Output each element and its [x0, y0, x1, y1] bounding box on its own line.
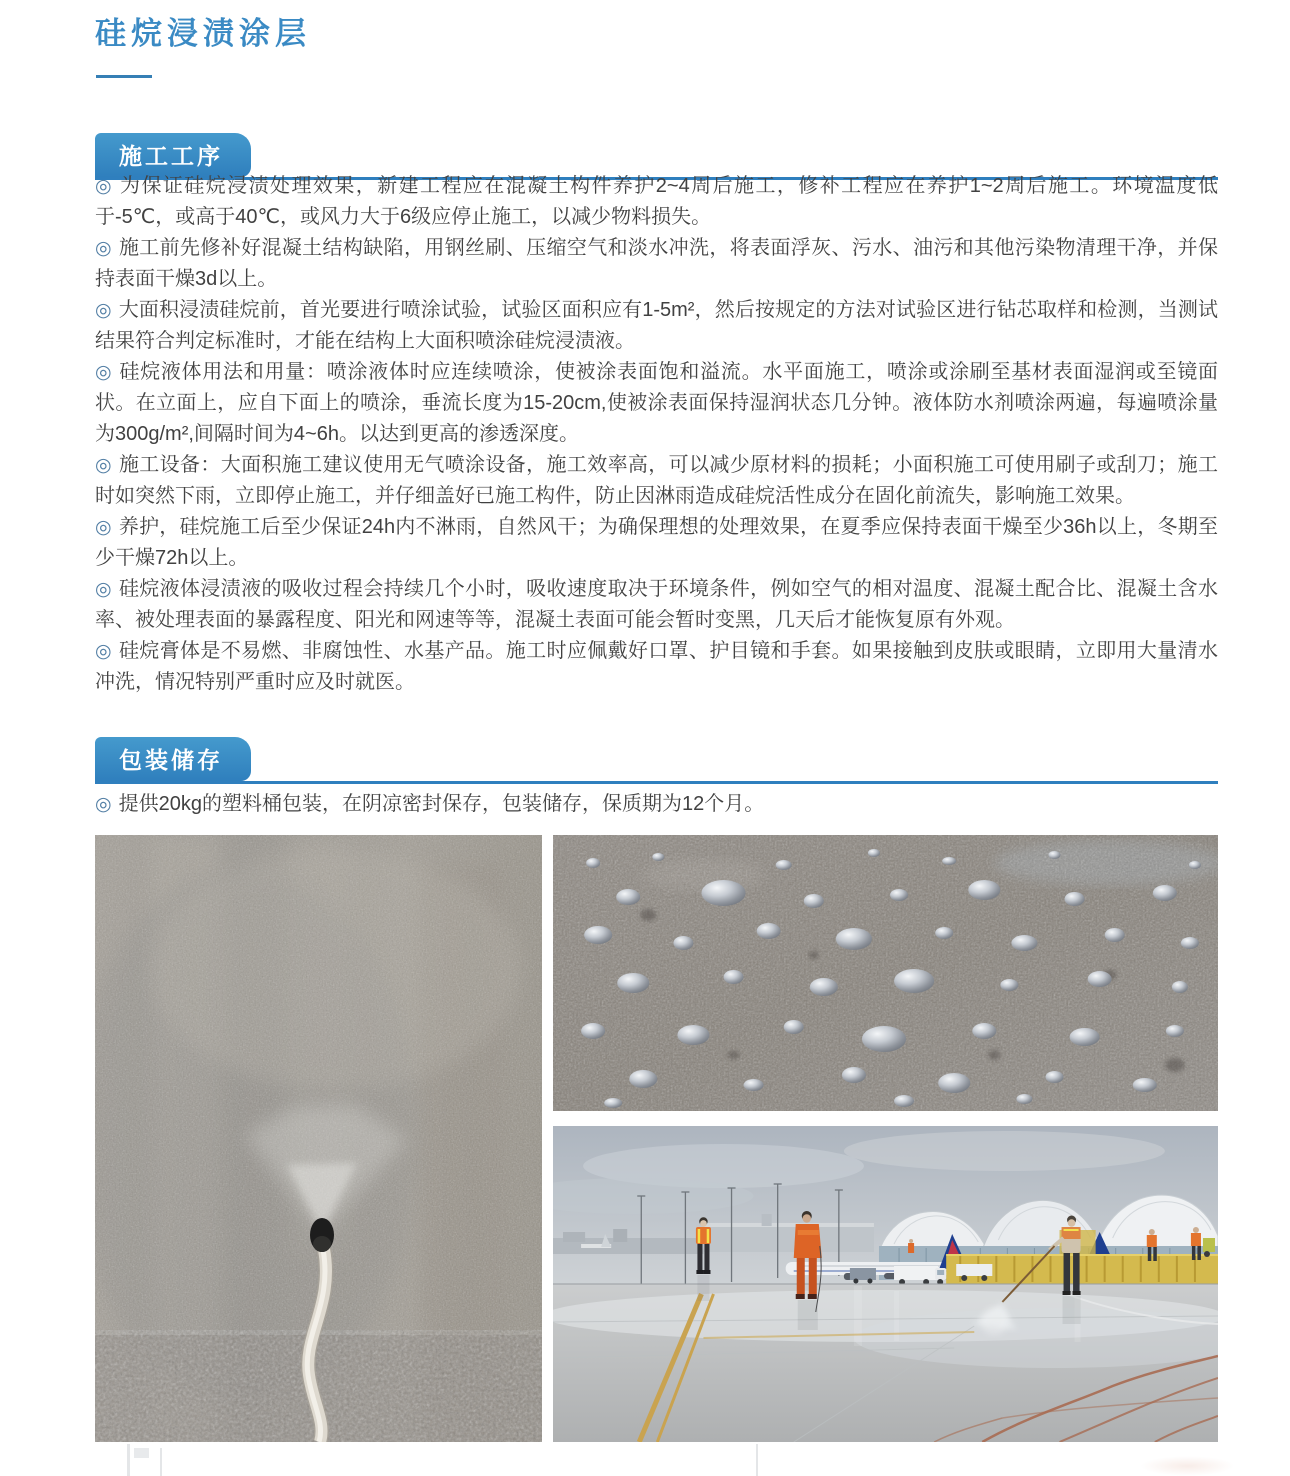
bullet-item	[95, 295, 1218, 357]
section-header-packaging	[95, 737, 1218, 784]
bullet-text: 施工前先修补好混凝土结构缺陷，用钢丝刷、压缩空气和淡水冲洗，将表面浮灰、污水、油污和其他污染物清理干净，并保持表面干燥3d以上。	[95, 237, 1218, 290]
bullet-text: 硅烷液体用法和用量：喷涂液体时应连续喷涂，使被涂表面饱和溢流。水平面施工，喷涂或涂刷至基材表面湿润或至镜面状。在立面上，应自下面上的喷涂，垂流长度为15-20cm,使被涂表面保持湿润状态几分钟。液体防水剂喷涂两遍，每遍喷涂量为300g/m²,间隔时间为4~6h。以达到更高的渗透深度。	[95, 361, 1218, 445]
bullet-item	[95, 512, 1218, 574]
bullet-marker-icon: ◎	[95, 300, 112, 321]
section-body-construction	[95, 171, 1218, 698]
bullet-marker-icon: ◎	[95, 794, 112, 815]
bullet-marker-icon: ◎	[95, 455, 112, 476]
bullet-marker-icon: ◎	[95, 362, 113, 383]
bullet-text: 大面积浸渍硅烷前，首光要进行喷涂试验，试验区面积应有1-5m²，然后按规定的方法对试验区进行钻芯取样和检测，当测试结果符合判定标准时，才能在结构上大面积喷涂硅烷浸渍液。	[95, 299, 1218, 352]
bullet-text: 养护，硅烷施工后至少保证24h内不淋雨，自然风干；为确保理想的处理效果，在夏季应保持表面干燥至少36h以上，冬期至少干燥72h以上。	[95, 516, 1218, 569]
bullet-marker-icon: ◎	[95, 238, 112, 259]
bullet-marker-icon: ◎	[95, 176, 114, 197]
bullet-text: 硅烷液体浸渍液的吸收过程会持续几个小时，吸收速度取决于环境条件，例如空气的相对温度、混凝土配合比、混凝土含水率、被处理表面的暴露程度、阳光和网速等等，混凝土表面可能会暂时变黑，几天后才能恢复原有外观。	[95, 578, 1218, 631]
section-heading-badge: 包装储存	[95, 737, 251, 781]
section-heading-badge: 施工工序	[95, 133, 251, 177]
bullet-marker-icon: ◎	[95, 517, 112, 538]
bullet-item	[95, 357, 1218, 450]
next-page-ghost	[756, 1444, 758, 1476]
photo-gallery	[95, 835, 1218, 1442]
page-title: 硅烷浸渍涂层	[95, 16, 311, 51]
bullet-text: 硅烷膏体是不易燃、非腐蚀性、水基产品。施工时应佩戴好口罩、护目镜和手套。如果接触到皮肤或眼睛，立即用大量清水冲洗，情况特别严重时应及时就医。	[95, 640, 1218, 693]
airport-apron-photo	[553, 1126, 1218, 1442]
bullet-item	[95, 233, 1218, 295]
bullet-marker-icon: ◎	[95, 579, 112, 600]
silane-spray-wall-photo	[95, 835, 542, 1442]
section-body-packaging	[95, 789, 1218, 820]
bullet-item	[95, 574, 1218, 636]
bullet-item	[95, 789, 1218, 820]
bullet-item	[95, 636, 1218, 698]
title-underline	[96, 75, 152, 78]
next-page-ghost	[134, 1448, 149, 1458]
next-page-ghost	[1140, 1456, 1235, 1476]
bullet-marker-icon: ◎	[95, 641, 112, 662]
bullet-text: 提供20kg的塑料桶包装，在阴凉密封保存，包装储存，保质期为12个月。	[118, 793, 765, 815]
next-page-ghost	[160, 1448, 162, 1476]
bullet-text: 施工设备：大面积施工建议使用无气喷涂设备，施工效率高，可以减少原材料的损耗；小面积施工可使用刷子或刮刀；施工时如突然下雨，立即停止施工，并仔细盖好已施工构件，防止因淋雨造成硅烷活性成分在固化前流失，影响施工效果。	[95, 454, 1218, 507]
water-beading-photo	[553, 835, 1218, 1111]
bullet-item	[95, 171, 1218, 233]
next-page-ghost	[127, 1444, 130, 1476]
bullet-item	[95, 450, 1218, 512]
bullet-text: 为保证硅烷浸渍处理效果，新建工程应在混凝土构件养护2~4周后施工，修补工程应在养护1~2周后施工。环境温度低于-5℃，或高于40℃，或风力大于6级应停止施工，以减少物料损失。	[95, 175, 1218, 228]
